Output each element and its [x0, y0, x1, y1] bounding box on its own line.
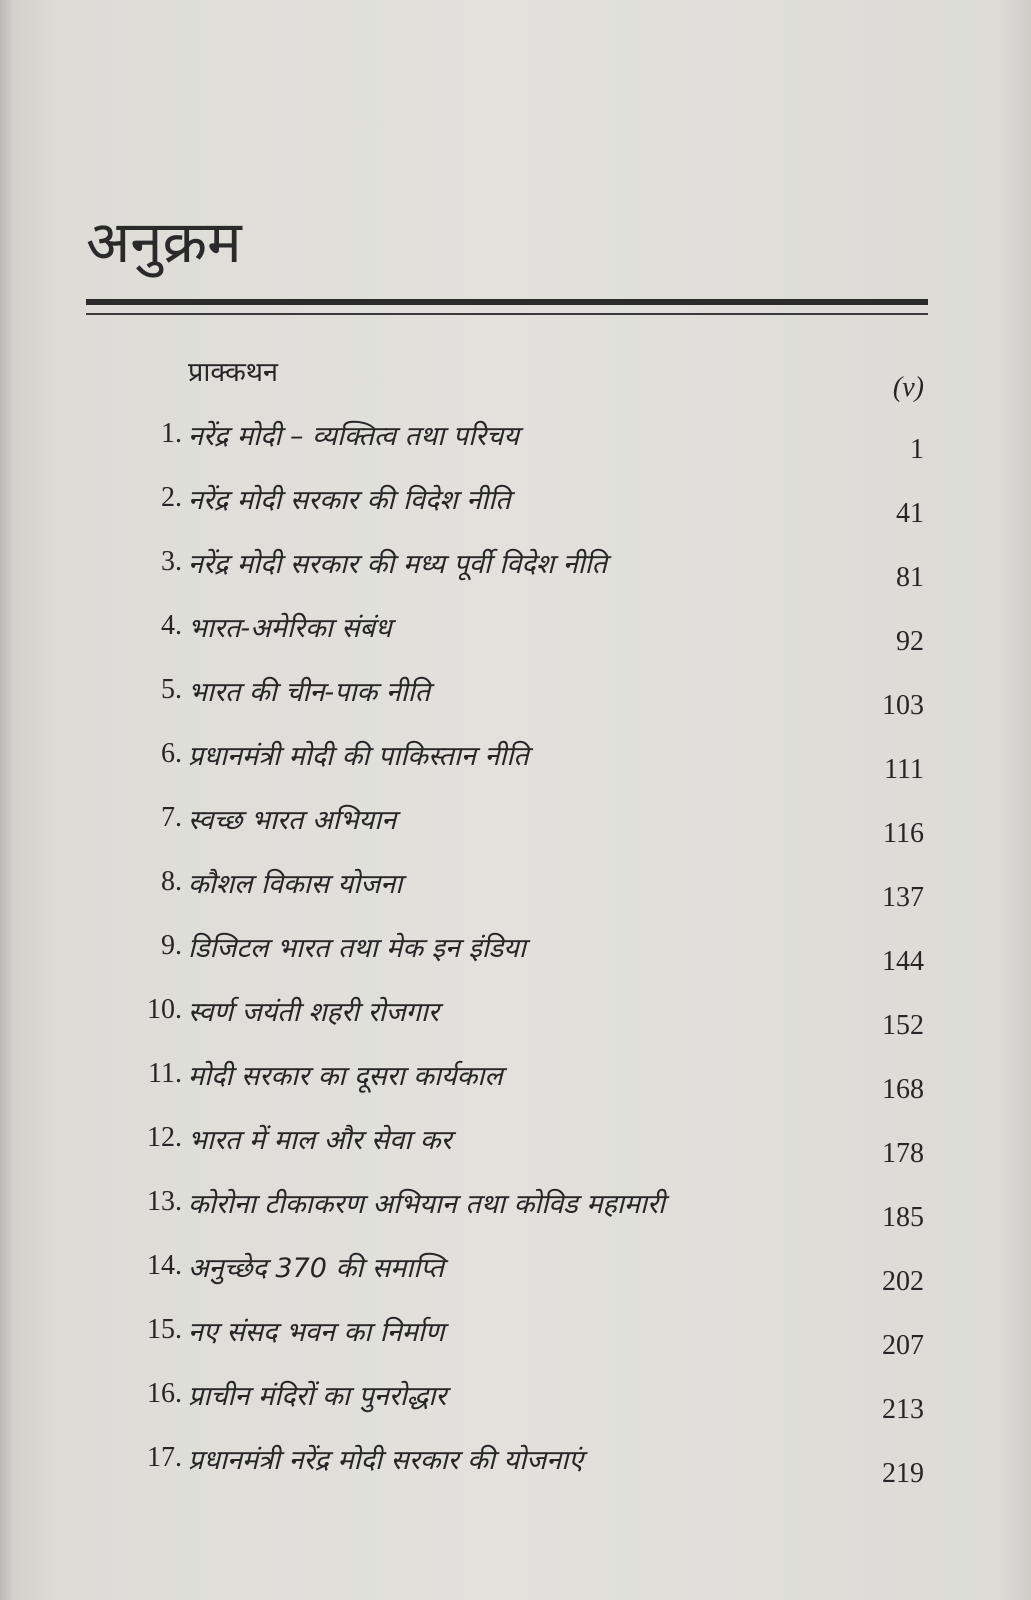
toc-entry-number: 12. — [147, 1122, 182, 1153]
page-gutter-shadow — [0, 0, 14, 1600]
toc-entry — [100, 608, 930, 672]
toc-entry — [100, 352, 930, 416]
toc-entry-page-number: 111 — [884, 754, 924, 785]
toc-entry-number: 6. — [161, 738, 182, 769]
toc-entry-page-number: 207 — [882, 1330, 924, 1361]
toc-entry-title: नए संसद भवन का निर्माण — [188, 1317, 445, 1348]
page-title: अनुक्रम — [86, 208, 242, 276]
toc-entry-number: 16. — [147, 1378, 182, 1409]
heading-rule-thick — [86, 299, 928, 305]
toc-entry-number: 10. — [147, 994, 182, 1025]
toc-entry-title: प्रधानमंत्री मोदी की पाकिस्तान नीति — [188, 741, 529, 772]
toc-entry-page-number: 144 — [882, 946, 924, 977]
toc-entry — [100, 928, 930, 992]
toc-entry-number: 8. — [161, 866, 182, 897]
toc-entry — [100, 1184, 930, 1248]
toc-entry-number: 3. — [161, 546, 182, 577]
toc-entry-page-number: 1 — [910, 434, 924, 465]
toc-entry-title: नरेंद्र मोदी सरकार की मध्य पूर्वी विदेश नीति — [188, 549, 608, 580]
toc-entry-title: नरेंद्र मोदी – व्यक्तित्व तथा परिचय — [188, 421, 519, 452]
toc-entry — [100, 480, 930, 544]
toc-entry-page-number: 41 — [896, 498, 924, 529]
toc-entry-title: भारत की चीन-पाक नीति — [188, 677, 431, 708]
toc-entry-title: भारत-अमेरिका संबंध — [188, 613, 392, 644]
toc-entry-title: प्राक्कथन — [188, 357, 279, 388]
toc-entry-number: 14. — [147, 1250, 182, 1281]
toc-entry-page-number: 178 — [882, 1138, 924, 1169]
toc-entry-number: 15. — [147, 1314, 182, 1345]
toc-entry-title: कौशल विकास योजना — [188, 869, 403, 900]
toc-entry-page-number: (v) — [892, 372, 924, 403]
toc-entry-title: मोदी सरकार का दूसरा कार्यकाल — [188, 1061, 503, 1092]
toc-entry-page-number: 219 — [882, 1458, 924, 1489]
toc-entry-title: नरेंद्र मोदी सरकार की विदेश नीति — [188, 485, 511, 516]
toc-entry-title: भारत में माल और सेवा कर — [188, 1125, 452, 1156]
toc-entry-page-number: 152 — [882, 1010, 924, 1041]
toc-entry-page-number: 116 — [883, 818, 924, 849]
toc-entry — [100, 1376, 930, 1440]
toc-entry-page-number: 92 — [896, 626, 924, 657]
toc-entry-number: 7. — [161, 802, 182, 833]
toc-entry-page-number: 168 — [882, 1074, 924, 1105]
table-of-contents — [100, 352, 930, 1504]
toc-entry-page-number: 81 — [896, 562, 924, 593]
toc-entry — [100, 1120, 930, 1184]
toc-entry — [100, 672, 930, 736]
toc-entry-title: अनुच्छेद 370 की समाप्ति — [188, 1253, 444, 1284]
toc-entry-number: 17. — [147, 1442, 182, 1473]
toc-entry-number: 4. — [161, 610, 182, 641]
toc-entry-title: स्वर्ण जयंती शहरी रोजगार — [188, 997, 439, 1028]
toc-entry-title: कोरोना टीकाकरण अभियान तथा कोविड महामारी — [188, 1189, 665, 1220]
heading-rule-thin — [86, 313, 928, 315]
toc-entry — [100, 544, 930, 608]
toc-entry-title: डिजिटल भारत तथा मेक इन इंडिया — [188, 933, 526, 964]
toc-entry — [100, 992, 930, 1056]
toc-entry-number: 1. — [161, 418, 182, 449]
toc-entry-page-number: 137 — [882, 882, 924, 913]
toc-entry — [100, 864, 930, 928]
toc-entry-title: स्वच्छ भारत अभियान — [188, 805, 397, 836]
toc-entry-page-number: 185 — [882, 1202, 924, 1233]
toc-entry-number: 5. — [161, 674, 182, 705]
toc-entry — [100, 416, 930, 480]
toc-entry-title: प्राचीन मंदिरों का पुनरोद्धार — [188, 1381, 447, 1412]
toc-entry-number: 9. — [161, 930, 182, 961]
toc-entry-number: 13. — [147, 1186, 182, 1217]
toc-entry — [100, 800, 930, 864]
toc-entry-page-number: 103 — [882, 690, 924, 721]
toc-entry-page-number: 213 — [882, 1394, 924, 1425]
toc-entry-title: प्रधानमंत्री नरेंद्र मोदी सरकार की योजनाएं — [188, 1445, 584, 1476]
toc-entry-number: 2. — [161, 482, 182, 513]
toc-entry — [100, 1312, 930, 1376]
toc-entry — [100, 1056, 930, 1120]
toc-entry — [100, 1248, 930, 1312]
toc-entry-page-number: 202 — [882, 1266, 924, 1297]
toc-entry — [100, 1440, 930, 1504]
toc-entry-number: 11. — [148, 1058, 182, 1089]
toc-entry — [100, 736, 930, 800]
